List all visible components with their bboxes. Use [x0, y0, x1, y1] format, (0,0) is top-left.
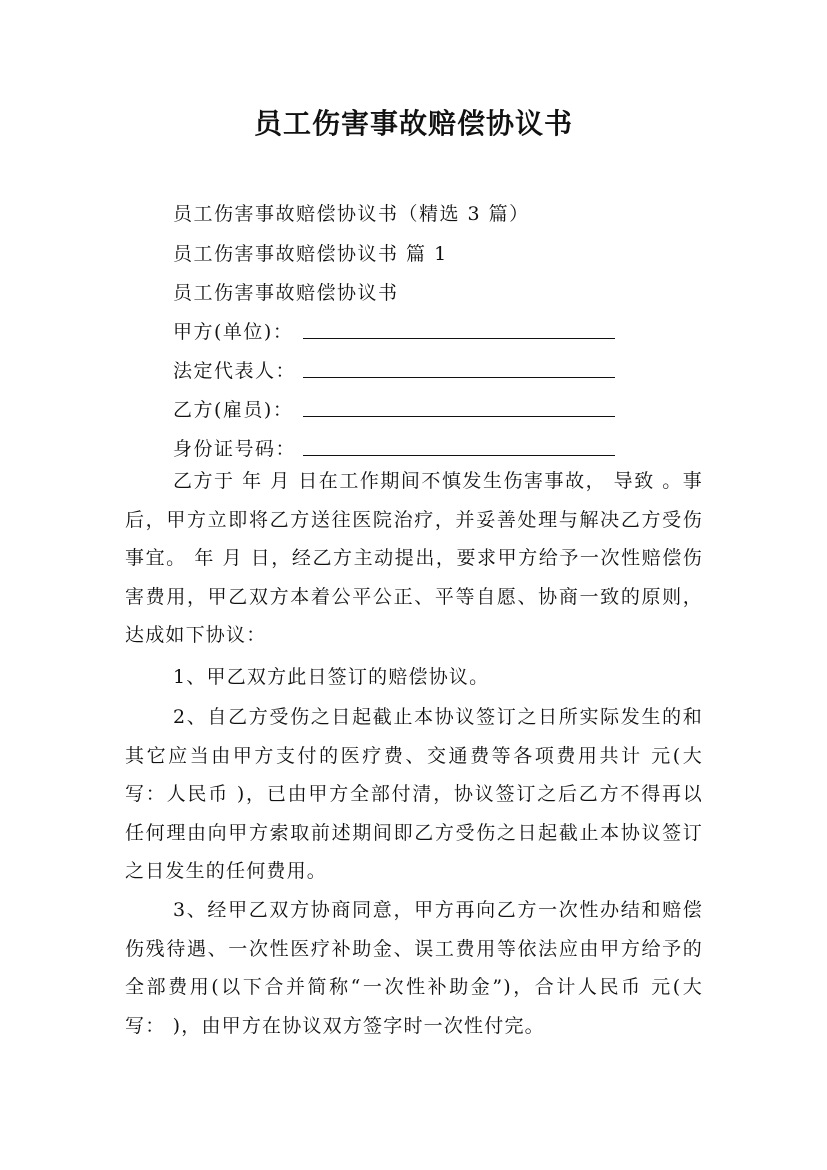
paragraph-intro: 乙方于 年 月 日在工作期间不慎发生伤害事故， 导致 。事后，甲方立即将乙方送往医院治疗，并妥善处理与解决乙方受伤事宜。 年 月 日，经乙方主动提出，要求甲方给予一次性赔偿伤害费用，甲乙双方本着公平公正、平等自愿、协商一致的原则，达成如下协议：: [125, 470, 703, 646]
blank-underline: [303, 416, 615, 417]
subtitle-line-2: 员工伤害事故赔偿协议书 篇 1: [173, 243, 448, 265]
field-label: 法定代表人：: [173, 360, 297, 382]
field-party-b: [173, 395, 293, 422]
blank-underline: [303, 377, 615, 378]
subtitle-line-3: 员工伤害事故赔偿协议书: [173, 282, 399, 304]
paragraph-clause-1: 1、甲乙双方此日签订的赔偿协议。: [173, 666, 490, 688]
field-label: 身份证号码：: [173, 438, 297, 460]
paragraph-clause-3: 3、经甲乙双方协商同意，甲方再向乙方一次性办结和赔偿伤残待遇、一次性医疗补助金、误工费用等依法应由甲方给予的全部费用(以下合并简称“一次性补助金”)，合计人民币 元(大写： )，由甲方在协议双方签字时一次性付完。: [125, 899, 703, 1037]
document-title: 员工伤害事故赔偿协议书: [253, 107, 573, 140]
paragraph-clause-2: 2、自乙方受伤之日起截止本协议签订之日所实际发生的和其它应当由甲方支付的医疗费、交通费等各项费用共计 元(大写：人民币 )，已由甲方全部付清，协议签订之后乙方不得再以任何理由向甲方索取前述期间即乙方受伤之日起截止本协议签订之日发生的任何费用。: [125, 706, 703, 882]
blank-underline: [303, 455, 615, 456]
field-label: 乙方(雇员)：: [173, 399, 294, 421]
field-label: 甲方(单位)：: [173, 321, 294, 343]
field-legal-representative: [173, 356, 296, 383]
blank-underline: [303, 338, 615, 339]
field-party-a: [173, 317, 293, 344]
subtitle-line-1: 员工伤害事故赔偿协议书（精选 3 篇）: [173, 203, 530, 225]
field-id-number: [173, 434, 296, 461]
